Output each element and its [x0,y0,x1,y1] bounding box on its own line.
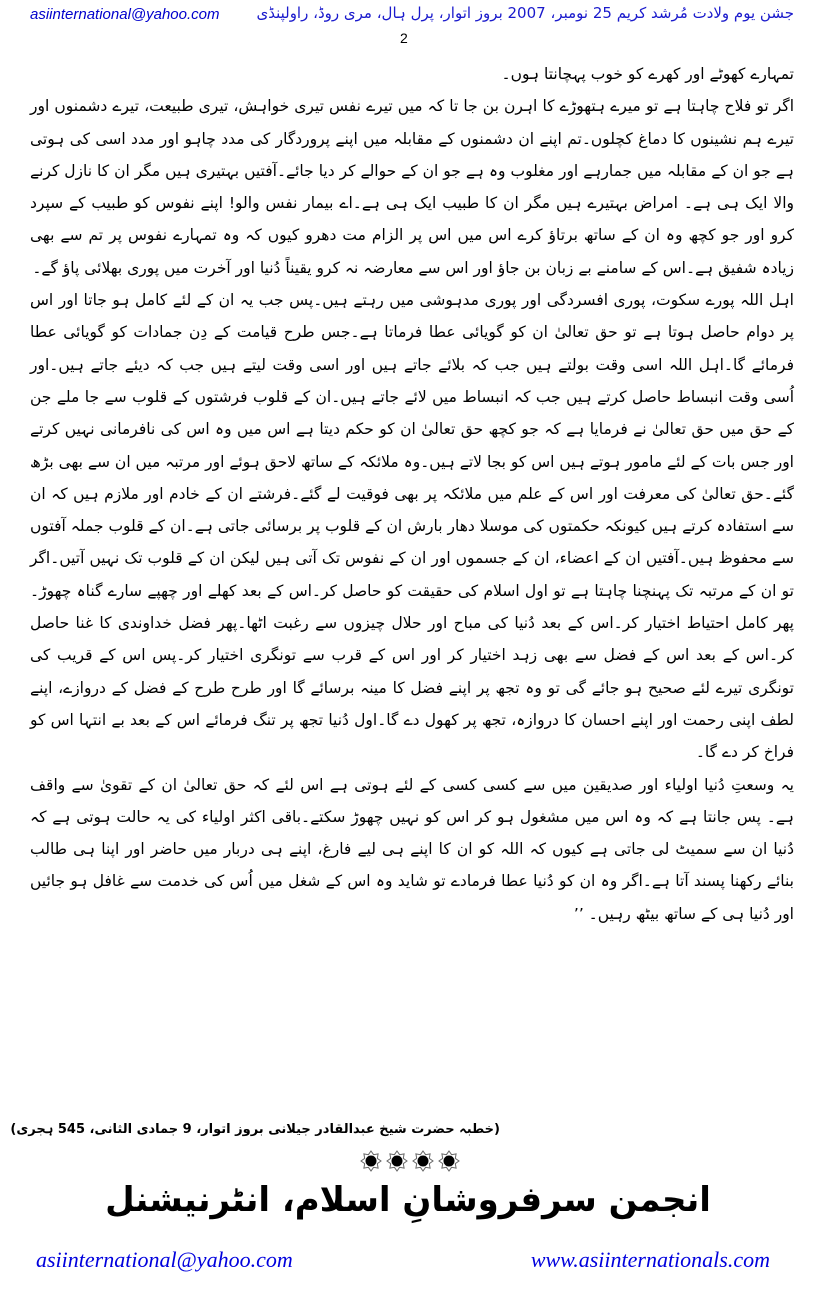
eight-point-star-icon [438,1150,460,1172]
footer-email-link[interactable]: asiinternational@yahoo.com [36,1247,293,1272]
footer-website-link[interactable]: www.asiinternationals.com [530,1247,770,1272]
eight-point-star-icon [386,1150,408,1172]
header-email-link[interactable]: asiinternational@yahoo.com [30,6,220,23]
eight-point-star-icon [412,1150,434,1172]
eight-point-star-icon [360,1150,382,1172]
paragraph: اہل اللہ پورے سکوت، پوری افسردگی اور پوری مدہوشی میں رہتے ہیں۔پس جب یہ ان کے لئے کامل ہو جاتا اور اس پر دوام حاصل ہوتا ہے تو حق تعالیٰ ان کو گویائی عطا فرماتا ہے۔جس طرح قیامت کے دِن جمادات کو گویائی عطا فرمائے گا۔اہل اللہ اسی وقت بولتے ہیں جب کہ بلائے جاتے ہیں اور اسی وقت لیتے ہیں جب کہ دیئے جاتے ہیں۔اور اُسی وقت انبساط حاصل کرتے ہیں جب کہ انبساط میں لائے جاتے ہیں۔ان کے قلوب فرشتوں کے قلوب سے جا ملے جن کے حق میں حق تعالیٰ نے فرمایا ہے کہ جو کچھ حق تعالیٰ ان کو حکم دیتا ہے اس میں وہ اس کی نافرمانی نہیں کرتے اور جس بات کے لئے مامور ہوتے ہیں اس کو بجا لاتے ہیں۔وہ ملائکہ کے ساتھ لاحق ہوئے اور مرتبہ میں ان سے بھی بڑھ گئے۔حق تعالیٰ کی معرفت اور اس کے علم میں ملائکہ پر بھی فوقیت لے گئے۔فرشتے ان کے خادم اور ملازم ہیں کہ ان سے استفادہ کرتے ہیں کیونکہ حکمتوں کی موسلا دھار بارش ان کے قلوب پر برسائی جاتی ہے۔ان کے قلوب جملہ آفتوں سے محفوظ ہیں۔آفتیں ان کے اعضاء، ان کے جسموں اور ان کے نفوس تک آتی ہیں لیکن ان کے قلوب تک نہیں آتیں۔اگر تو ان کے مرتبہ تک پہنچنا چاہتا ہے تو اول اسلام کی حقیقت کو حاصل کر۔اس کے بعد کھلے اور چھپے سارے گناہ چھوڑ۔پھر کامل احتیاط اختیار کر۔اس کے بعد دُنیا کی مباح اور حلال چیزوں سے رغبت اٹھا۔پھر فضل خداوندی کا غنا حاصل کر۔اس کے بعد اس کے فضل سے بھی زہد اختیار کر اور اس کے قرب سے تونگری اختیار کر۔پس اس کے قریب کی تونگری تیرے لئے صحیح ہو جائے گی تو وہ تجھ پر اپنے فضل کا مینہ برسائے گا اور طرح طرح کے فضل کے دروازے، اپنے لطف اپنی رحمت اور اپنے احسان کا دروازہ، تجھ پر کھول دے گا۔اول دُنیا تجھ پر تنگ فرمائے اس کے بعد بے انتہا اس کو فراخ کر دے گا۔ [30,291,794,762]
paragraph: اگر تو فلاح چاہتا ہے تو میرے ہتھوڑے کا اہرن بن جا تا کہ میں تیرے نفس تیری خواہش، تیری طبیعت، تیرے دشمنوں اور تیرے ہم نشینوں کا دماغ کچلوں۔تم اپنے ان دشمنوں کے مقابلہ میں اپنے پروردگار کی مدد چاہو اور مدد اسی کی ہوتی ہے جو ان کے مقابلہ میں جمارہے اور مغلوب وہ ہے جو ان کے حوالے کر دیا جائے۔آفتیں بہتیری ہیں مگر ان کا نازل کرنے والا ایک ہی ہے۔ امراض بہتیرے ہیں مگر ان کا طبیب ایک ہی ہے۔اے بیمار نفس والو! اپنے نفوس کو طبیب کے سپرد کرو اور جو کچھ وہ ان کے ساتھ برتاؤ کرے اس میں اس پر الزام مت دھرو کیوں کہ وہ تمہارے نفوس پر تم سے بھی زیادہ شفیق ہے۔اس کے سامنے بے زبان بن جاؤ اور اس سے معارضہ نہ کرو یقیناً دُنیا اور آخرت میں پوری بھلائی پاؤ گے۔ [30,97,794,277]
header-event-title: جشن یوم ولادت مُرشد کریم 25 نومبر، 2007 بروز اتوار، پرل ہال، مری روڈ، راولپنڈی [256,4,794,22]
paragraph: یہ وسعتِ دُنیا اولیاء اور صدیقین میں سے کسی کسی کے لئے ہوتی ہے اس لئے کہ حق تعالیٰ ان کے تقویٰ سے واقف ہے۔ پس جانتا ہے کہ وہ اس میں مشغول ہو کر اس کو نہیں چھوڑ سکتے۔باقی اکثر اولیاء کی یہ حالت ہوتی ہے کہ دُنیا ان سے سمیٹ لی جاتی ہے کیوں کہ اللہ کو ان کا اپنے ہی لیے فارغ، اپنے ہی دربار میں حاضر اور اپنا ہی طالب بنائے رکھنا پسند آتا ہے۔اگر وہ ان کو دُنیا عطا فرمادے تو شاید وہ اس کے شغل میں اُس کی خدمت سے غافل ہو جائیں اور دُنیا ہی کے ساتھ بیٹھ رہیں۔ ’’ [30,775,794,923]
ornament-divider [360,1150,460,1172]
organization-name: انجمن سرفروشانِ اسلام، انٹرنیشنل [105,1180,711,1220]
sermon-body [30,58,794,930]
page-number: 2 [400,30,408,46]
paragraph: تمہارے کھوٹے اور کھرے کو خوب پہچانتا ہوں۔ [501,65,794,83]
sermon-citation: (خطبہ حضرت شیخ عبدالقادر جیلانی بروز اتوار، 9 جمادی الثانی، 545 ہجری) [10,1122,500,1137]
